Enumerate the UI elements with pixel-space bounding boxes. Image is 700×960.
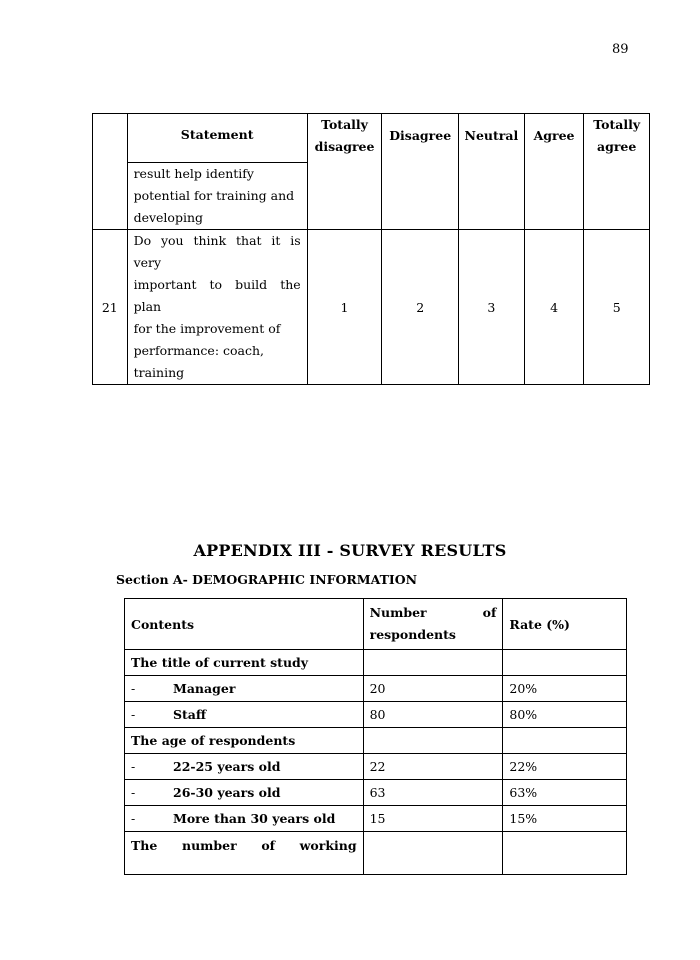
item-rate: 15% [503, 806, 627, 832]
scale-totally-agree: 5 [584, 230, 650, 385]
results-header-row [125, 599, 627, 650]
table-row [125, 702, 627, 728]
respondents-header: Number of respondents [363, 599, 503, 650]
section-title: Section A- DEMOGRAPHIC INFORMATION [116, 572, 418, 587]
item-label: - 22-25 years old [125, 754, 364, 780]
question-statement: Do you think that it is very important to build the plan for the improvement of performance: coach, training [127, 230, 307, 385]
group-title: The title of current study [125, 650, 364, 676]
statement-header: Statement [127, 114, 307, 163]
neutral-header: Neutral [459, 114, 525, 230]
item-label: - Manager [125, 676, 364, 702]
item-label: - Staff [125, 702, 364, 728]
item-count: 22 [363, 754, 503, 780]
item-label: - More than 30 years old [125, 806, 364, 832]
table-row [125, 780, 627, 806]
item-rate: 20% [503, 676, 627, 702]
scale-totally-disagree: 1 [307, 230, 382, 385]
item-rate: 80% [503, 702, 627, 728]
group-row [125, 650, 627, 676]
item-label: - 26-30 years old [125, 780, 364, 806]
table-row [125, 754, 627, 780]
contents-header: Contents [125, 599, 364, 650]
item-count: 20 [363, 676, 503, 702]
totally-agree-header: Totally agree [584, 114, 650, 230]
group-row [125, 728, 627, 754]
rate-header: Rate (%) [503, 599, 627, 650]
item-rate: 63% [503, 780, 627, 806]
item-count: 15 [363, 806, 503, 832]
group-title: The age of respondents [125, 728, 364, 754]
table-row [125, 806, 627, 832]
disagree-header: Disagree [382, 114, 459, 230]
question-number: 21 [93, 230, 128, 385]
item-rate: 22% [503, 754, 627, 780]
table-row [125, 676, 627, 702]
survey-row [93, 230, 650, 385]
scale-disagree: 2 [382, 230, 459, 385]
appendix-title: APPENDIX III - SURVEY RESULTS [193, 541, 507, 560]
page-number: 89 [612, 42, 629, 57]
continued-statement: result help identify potential for training and developing [127, 163, 307, 230]
scale-agree: 4 [524, 230, 584, 385]
survey-table [92, 113, 650, 385]
item-count: 80 [363, 702, 503, 728]
scale-neutral: 3 [459, 230, 525, 385]
survey-header-row [93, 114, 650, 163]
item-count: 63 [363, 780, 503, 806]
survey-number-header [93, 114, 128, 230]
results-table [124, 598, 627, 875]
group-title-partial: The number of working [125, 832, 364, 875]
agree-header: Agree [524, 114, 584, 230]
totally-disagree-header: Totally disagree [307, 114, 382, 230]
table-row [125, 832, 627, 875]
